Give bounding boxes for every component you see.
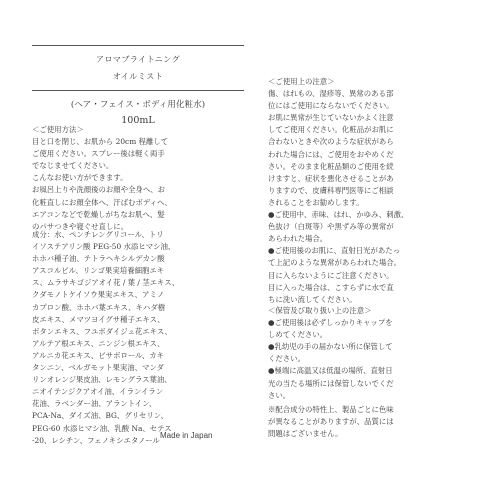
cautions-line: されることをお勧めします。 bbox=[268, 197, 364, 207]
ingredients-line: ボタンエキス、フユボダイジュ花エキス、 bbox=[32, 326, 172, 336]
ingredients-line: クダモノトケイソウ果実エキス、アミノ bbox=[32, 290, 165, 300]
cautions-title: ＜ご使用上の注意＞ bbox=[268, 77, 335, 86]
usage-line: のパサつきや寝ぐせ直しに。 bbox=[32, 221, 129, 231]
usage-line: でなじませてください。 bbox=[32, 161, 114, 171]
ingredients-line: アスコルビル、リンゴ果実培養細胞エキ bbox=[32, 266, 165, 276]
storage-line: 光の当たる場所には保管しないでくだ bbox=[268, 378, 394, 388]
ingredients-line: イソステアリン酸 PEG-50 水添ヒマシ油、 bbox=[32, 242, 176, 252]
note-section bbox=[268, 404, 478, 440]
cautions-line: 目に入らないようにご注意ください。 bbox=[268, 270, 394, 280]
cautions-line: われた場合には、ご使用をおやめくだ bbox=[268, 149, 394, 159]
storage-line: ●極端に高温又は低温の場所、直射日 bbox=[268, 366, 393, 376]
usage-line: 目と口を閉じ、お肌から 20cm 程離して bbox=[32, 137, 169, 147]
cautions-line: 位にはご使用にならないでください。 bbox=[268, 101, 394, 111]
storage-section bbox=[268, 305, 478, 402]
cautions-line: してご使用ください。化粧品がお肌に bbox=[268, 125, 394, 135]
note-line: ※配合成分の特性上、製品ごとに色味 bbox=[268, 405, 394, 414]
cautions-line: ●ご使用後のお肌に、直射日光があたっ bbox=[268, 246, 401, 256]
cautions-line: さい。そのまま化粧品類のご使用を続 bbox=[268, 161, 394, 171]
storage-title: ＜保管及び取り扱い上の注意＞ bbox=[268, 306, 372, 315]
ingredients-line: リンオレンジ果皮油、レモングラス葉油、 bbox=[32, 375, 172, 385]
ingredients-line: PEG-60 水添ヒマシ油、乳酸 Na、セテス bbox=[32, 423, 172, 433]
storage-line: さい。 bbox=[268, 390, 291, 400]
ingredients-line: -20、レシチン、フェノキシエタノール bbox=[32, 435, 160, 445]
cautions-line: お肌に異常が生じていないかよく注意 bbox=[268, 113, 394, 123]
cautions-line: りますので、皮膚科専門医等にご相談 bbox=[268, 185, 394, 195]
cautions-section bbox=[268, 76, 478, 306]
cautions-line: 目に入った場合は、こすらずに水で直 bbox=[268, 282, 394, 292]
ingredients-line: アルニカ花エキス、ビサボロール、カキ bbox=[32, 350, 165, 360]
product-category: (ヘア・フェイス・ボディ用化粧水) bbox=[70, 100, 206, 110]
ingredients-line: タンニン、ベルガモット果実油、マンダ bbox=[32, 363, 164, 373]
made-in-label: Made in Japan bbox=[160, 431, 213, 440]
storage-line: ●ご使用後は必ずしっかりキャップを bbox=[268, 318, 393, 328]
ingredients-line: PCA-Na、ダイズ油、BG、グリセリン、 bbox=[32, 411, 168, 421]
ingredients-line: 成分：水、ペンチレングリコール、トリ bbox=[32, 230, 164, 239]
cautions-line: て上記のような異常があらわれた場合。 bbox=[268, 258, 402, 268]
cautions-line: 傷、はれもの、湿疹等、異常のある部 bbox=[268, 89, 394, 99]
ingredients-line: ニオイテンジクアオイ油、イランイラン bbox=[32, 387, 164, 397]
ingredients-line: ス、ムラサキゴジアオイ花 / 葉 / 茎エキス、 bbox=[32, 278, 180, 288]
ingredients-line: アルテア根エキス、ニンジン根エキス、 bbox=[32, 338, 165, 348]
note-line: 問題はございません。 bbox=[268, 429, 343, 439]
brand-line: アロマブライトニング bbox=[95, 55, 181, 64]
usage-line: ご使用ください。スプレー後は軽く両手 bbox=[32, 149, 165, 159]
storage-line: ください。 bbox=[268, 354, 305, 364]
ingredients-line: ホホバ種子油、テトラヘキシルデカン酸 bbox=[32, 254, 165, 264]
usage-line: こんなお使い方ができます。 bbox=[32, 173, 128, 183]
ingredients-line: 皮エキス、メマツヨイグサ種子エキス、 bbox=[32, 314, 165, 324]
product-header bbox=[32, 45, 244, 127]
cautions-line: 合わないときや次のような症状があら bbox=[268, 137, 394, 147]
product-line: オイルミスト bbox=[112, 72, 164, 81]
cautions-line: ●ご使用中、赤味、はれ、かゆみ、刺激、 bbox=[268, 210, 409, 220]
storage-line: ●乳幼児の手の届かない所に保管して bbox=[268, 342, 393, 352]
cautions-line: ちに洗い流してください。 bbox=[268, 294, 357, 304]
usage-title: ＜ご使用方法＞ bbox=[32, 125, 84, 134]
product-volume: 100mL bbox=[121, 115, 155, 126]
cautions-line: けますと、症状を悪化させることがあ bbox=[268, 173, 394, 183]
usage-line: 化粧直しにお顔全体へ、汗ばむボディへ、 bbox=[32, 197, 172, 207]
cautions-line: 色抜け（白斑等）や黒ずみ等の異常が bbox=[268, 222, 394, 232]
usage-line: エアコンなどで乾燥しがちなお肌へ、髪 bbox=[32, 209, 165, 219]
note-line: が異なることがありますが、品質には bbox=[268, 417, 394, 427]
ingredients-section bbox=[32, 229, 244, 447]
cautions-line: あらわれた場合。 bbox=[268, 234, 328, 244]
ingredients-line: カプロン酸、ホホバ葉エキス、キハダ樹 bbox=[32, 302, 166, 312]
usage-line: お風呂上りや洗顔後のお顔や全身へ、お bbox=[32, 185, 166, 195]
usage-section bbox=[32, 124, 244, 233]
storage-line: しめてください。 bbox=[268, 330, 328, 340]
ingredients-line: 花油、ラベンダー油、アラントイン、 bbox=[32, 399, 157, 409]
